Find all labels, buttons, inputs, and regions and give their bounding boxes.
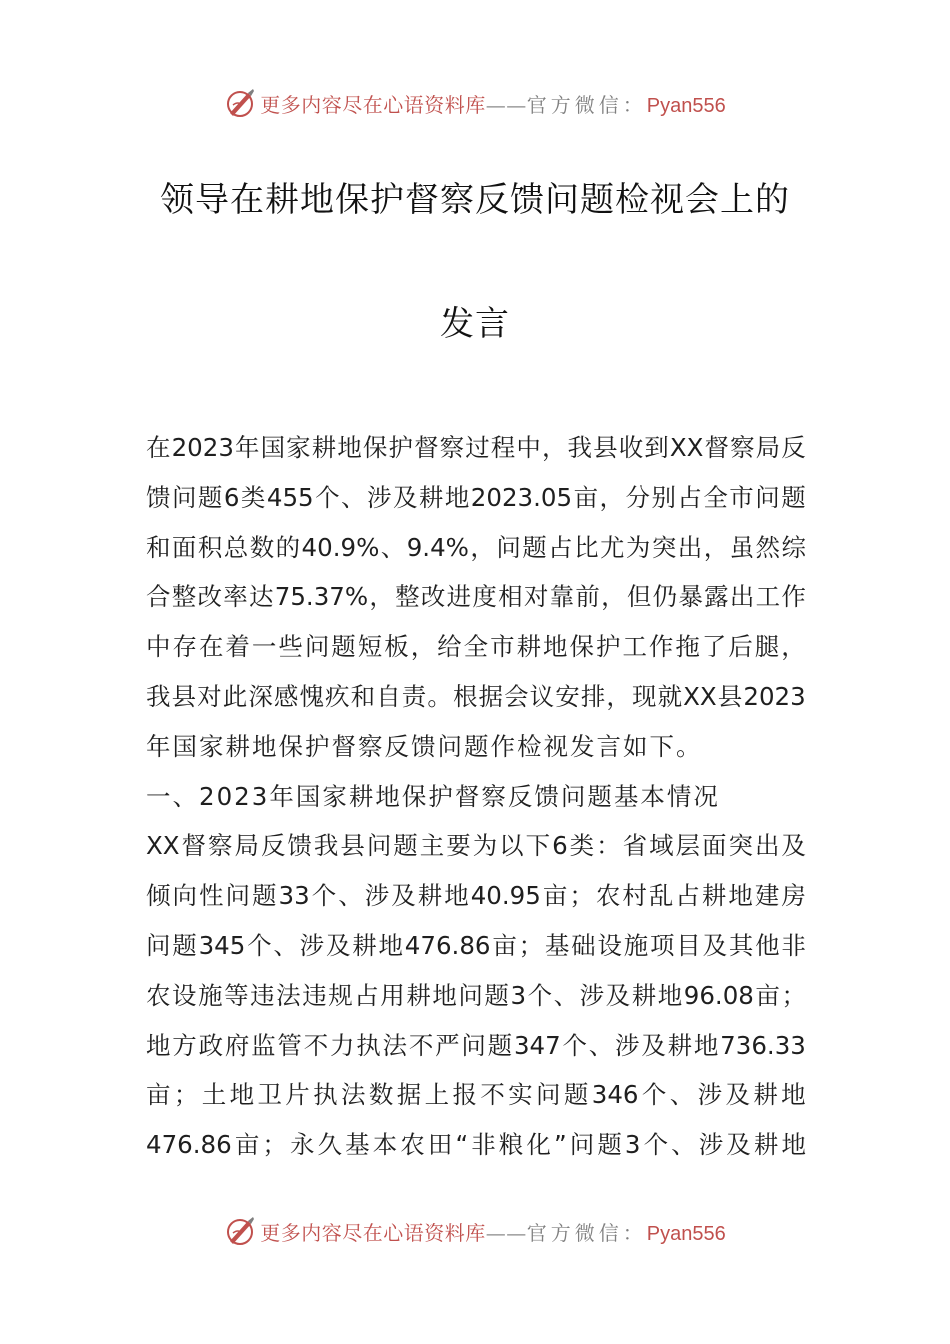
- footer-banner-text: [260, 1217, 725, 1246]
- body-line: 在 2023 年 国 家 耕 地 保 护 督 察 过 程 中 ， 我 县 收 到 XX 督 察 局 反: [146, 433, 806, 462]
- body-line: 倾 向 性 问 题 33 个 、 涉 及 耕 地 40.95 亩 ； 农 村 乱 占 耕 地 建 房: [146, 881, 806, 911]
- header-slogan: 更多内容尽在心语资料库: [260, 92, 486, 117]
- body-line: 地 方 政 府 监 管 不 力 执 法 不 严 问 题 347 个 、 涉 及 耕 地 736.33: [146, 1030, 806, 1060]
- document-title-line-1: 领导在耕地保护督察反馈问题检视会上的: [160, 180, 790, 220]
- body-line: XX 督 察 局 反 馈 我 县 问 题 主 要 为 以 下 6 类 ： 省 域 层 面 突 出 及: [146, 831, 806, 861]
- body-line: 合 整 改 率 达 75.37% ， 整 改 进 度 相 对 靠 前 ， 但 仍 暴 露 出 工 作: [146, 582, 806, 612]
- footer-separator: ——: [485, 1220, 527, 1245]
- header-wechat-id: Pyan556: [646, 94, 726, 117]
- body-line: 和 面 积 总 数 的 40.9% 、 9.4% ， 问 题 占 比 尤 为 突 出 ， 虽 然 综: [146, 532, 806, 562]
- footer-wechat-id: Pyan556: [646, 1222, 726, 1245]
- body-line: 馈 问 题 6 类 455 个 、 涉 及 耕 地 2023.05 亩 ， 分 别 占 全 市 问 题: [146, 482, 806, 512]
- footer-slogan: 更多内容尽在心语资料库: [260, 1220, 486, 1245]
- footer-banner: [0, 1211, 950, 1251]
- pen-logo-icon: [224, 87, 256, 119]
- footer-wechat-label: 官方微信：: [526, 1220, 647, 1245]
- document-title-line-2: 发言: [440, 304, 510, 344]
- body-line: 我 县 对 此 深 感 愧 疚 和 自 责 。 根 据 会 议 安 排 ， 现 就 XX 县 2023: [146, 681, 806, 711]
- document-body: [146, 423, 806, 1170]
- body-line: 中 存 在 着 一 些 问 题 短 板 ， 给 全 市 耕 地 保 护 工 作 拖 了 后 腿 ，: [146, 632, 806, 662]
- body-line: 问 题 345 个 、 涉 及 耕 地 476.86 亩 ； 基 础 设 施 项 目 及 其 他 非: [146, 930, 806, 960]
- body-line: 年国家耕地保护督察反馈问题作检视发言如下。: [146, 731, 703, 761]
- pen-logo-icon: [224, 1215, 256, 1247]
- body-line: 农 设 施 等 违 法 违 规 占 用 耕 地 问 题 3 个 、 涉 及 耕 地 96.08 亩 ；: [146, 980, 806, 1010]
- header-separator: ——: [485, 92, 527, 117]
- header-banner-text: [260, 89, 725, 118]
- body-line: 亩 ； 土 地 卫 片 执 法 数 据 上 报 不 实 问 题 346 个 、 涉 及 耕 地: [146, 1080, 806, 1110]
- header-wechat-label: 官方微信：: [526, 92, 647, 117]
- body-line: 476.86 亩 ； 永 久 基 本 农 田 “ 非 粮 化 ” 问 题 3 个 、 涉 及 耕 地: [146, 1130, 806, 1160]
- section-heading: 一、2023年国家耕地保护督察反馈问题基本情况: [146, 781, 720, 811]
- header-banner: [0, 83, 950, 123]
